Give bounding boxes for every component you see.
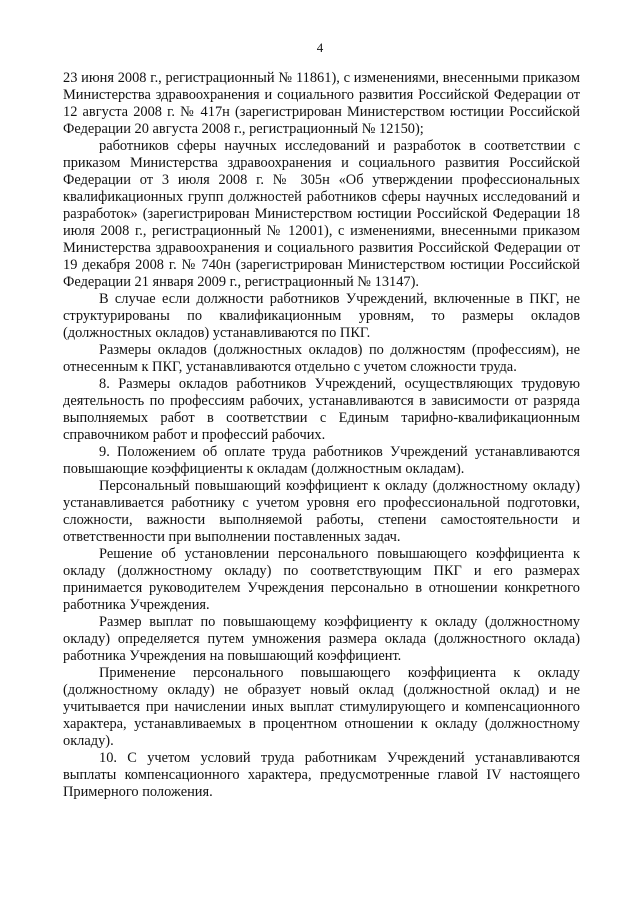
page-number: 4: [316, 40, 324, 55]
paragraph-research-workers: работников сферы научных исследований и разработок в соответствии с приказом Министерства здравоохранения и социального развития Российской Федерации от 3 июля 2008 г. № 305н «Об утверждении профессиональных квалификационных групп должностей работников сферы научных исследований и разработок» (зарегистрирован Министерством юстиции Российской Федерации 18 июля 2008 г., регистрационный № 12001), с изменениями, внесенными приказом Министерства здравоохранения и социального развития Российской Федерации от 19 декабря 2008 г. № 740н (зарегистрирован Министерством юстиции Российской Федерации 21 января 2009 г., регистрационный № 13147).: [63, 138, 580, 290]
paragraph-coefficient-decision: Решение об установлении персонального повышающего коэффициента к окладу (должностному окладу) по соответствующим ПКГ и его размерах принимается руководителем Учреждения персонально в отношении конкретного работника Учреждения.: [63, 546, 580, 613]
paragraph-payment-size: Размер выплат по повышающему коэффициенту к окладу (должностному окладу) определяется путем умножения размера оклада (должностного оклада) работника Учреждения на повышающий коэффициент.: [63, 614, 580, 664]
paragraph-coefficient-application: Применение персонального повышающего коэффициента к окладу (должностному окладу) не образует новый оклад (должностной оклад) и не учитывается при начислении иных выплат стимулирующего и компенсационного характера, устанавливаемых в процентном отношении к окладу (должностному окладу).: [63, 665, 580, 749]
paragraph-continuation: 23 июня 2008 г., регистрационный № 11861), с изменениями, внесенными приказом Министерства здравоохранения и социального развития Российской Федерации от 12 августа 2008 г. № 417н (зарегистрирован Министерством юстиции Российской Федерации 20 августа 2008 г., регистрационный № 12150);: [63, 70, 580, 137]
paragraph-pkg-unstructured: В случае если должности работников Учреждений, включенные в ПКГ, не структурированы по квалификационным уровням, то размеры окладов (должностных окладов) устанавливаются по ПКГ.: [63, 291, 580, 341]
paragraph-item-8: 8. Размеры окладов работников Учреждений, осуществляющих трудовую деятельность по профессиям рабочих, устанавливаются в зависимости от разряда выполняемых работ в соответствии с Единым тарифно-квалификационным справочником работ и профессий рабочих.: [63, 376, 580, 443]
paragraph-non-pkg-salaries: Размеры окладов (должностных окладов) по должностям (профессиям), не отнесенным к ПКГ, устанавливаются отдельно с учетом сложности труда.: [63, 342, 580, 375]
paragraph-personal-coefficient: Персональный повышающий коэффициент к окладу (должностному окладу) устанавливается работнику с учетом уровня его профессиональной подготовки, сложности, важности выполняемой работы, степени самостоятельности и ответственности при выполнении поставленных задач.: [63, 478, 580, 545]
paragraph-item-9: 9. Положением об оплате труда работников Учреждений устанавливаются повышающие коэффициенты к окладам (должностным окладам).: [63, 444, 580, 477]
document-body: [63, 70, 580, 801]
paragraph-item-10: 10. С учетом условий труда работникам Учреждений устанавливаются выплаты компенсационного характера, предусмотренные главой IV настоящего Примерного положения.: [63, 750, 580, 800]
